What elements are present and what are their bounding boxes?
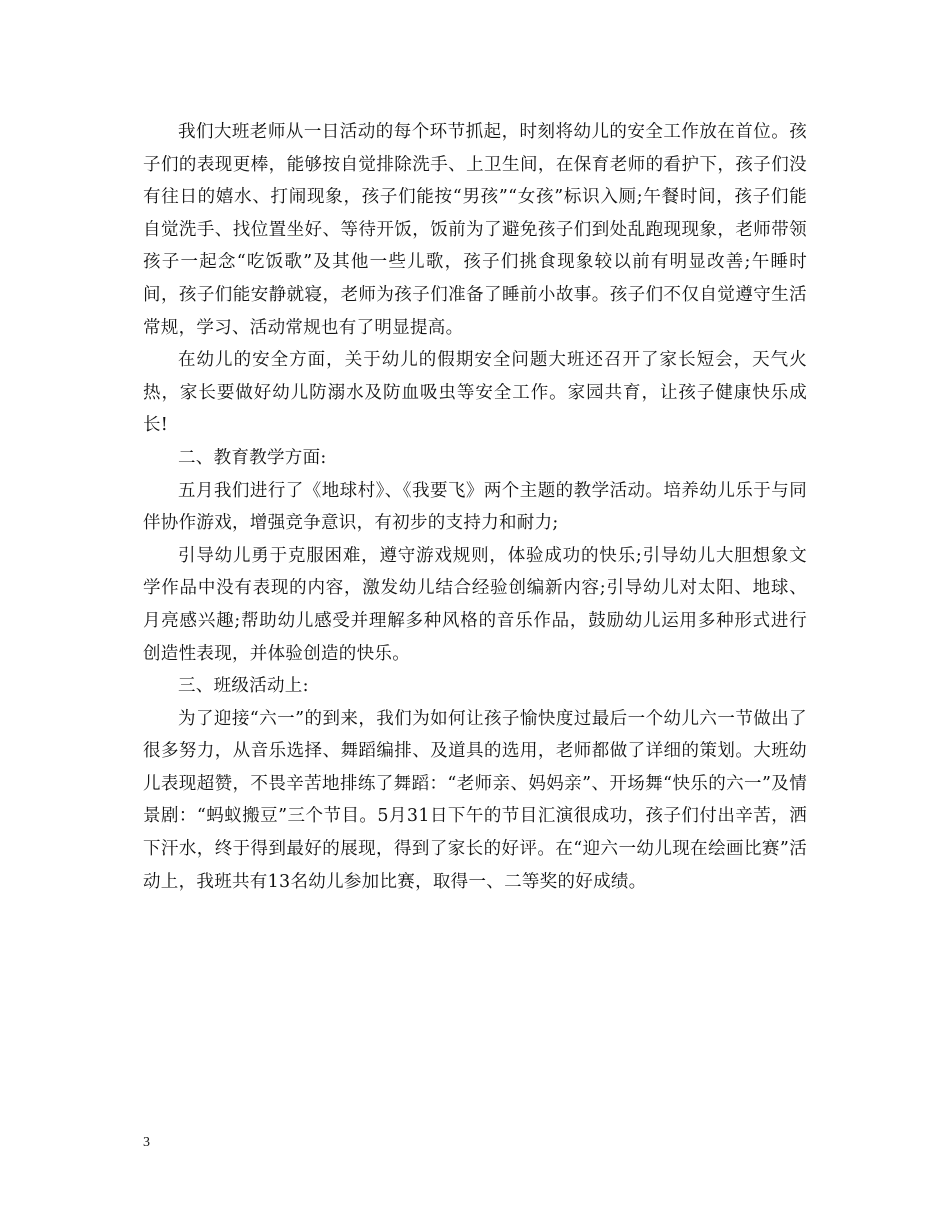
section-heading-class-activities: 三、班级活动上: [178, 676, 309, 697]
document-body [143, 116, 807, 898]
page-number: 3 [143, 1135, 150, 1150]
section-heading-teaching: 二、教育教学方面: [178, 447, 327, 468]
paragraph-themes: 五月我们进行了《地球村》、《我要飞》两个主题的教学活动。培养幼儿乐于与同伴协作游戏，增强竞争意识，有初步的支持力和耐力; [143, 480, 807, 534]
paragraph-guidance: 引导幼儿勇于克服困难，遵守游戏规则，体验成功的快乐;引导幼儿大胆想象文学作品中没有表现的内容，激发幼儿结合经验创编新内容;引导幼儿对太阳、地球、月亮感兴趣;帮助幼儿感受并理解多种风格的音乐作品，鼓励幼儿运用多种形式进行创造性表现，并体验创造的快乐。 [143, 545, 807, 664]
paragraph-safety-parents: 在幼儿的安全方面，关于幼儿的假期安全问题大班还召开了家长短会，天气火热，家长要做好幼儿防溺水及防血吸虫等安全工作。家园共育，让孩子健康快乐成长! [143, 350, 807, 436]
paragraph-childrens-day: 为了迎接“六一”的到来，我们为如何让孩子愉快度过最后一个幼儿六一节做出了很多努力，从音乐选择、舞蹈编排、及道具的选用，老师都做了详细的策划。大班幼儿表现超赞，不畏辛苦地排练了舞蹈：“老师亲、妈妈亲”、开场舞“快乐的六一”及情景剧：“蚂蚁搬豆”三个节目。5月31日下午的节目汇演很成功，孩子们付出辛苦，洒下汗水，终于得到最好的展现，得到了家长的好评。在“迎六一幼儿现在绘画比赛”活动上，我班共有13名幼儿参加比赛，取得一、二等奖的好成绩。 [143, 708, 807, 892]
paragraph-safety-routine: 我们大班老师从一日活动的每个环节抓起，时刻将幼儿的安全工作放在首位。孩子们的表现更棒，能够按自觉排除洗手、上卫生间，在保育老师的看护下，孩子们没有往日的嬉水、打闹现象，孩子们能按“男孩”“女孩”标识入厕;午餐时间，孩子们能自觉洗手、找位置坐好、等待开饭，饭前为了避免孩子们到处乱跑现现象，老师带领孩子一起念“吃饭歌”及其他一些儿歌，孩子们挑食现象较以前有明显改善;午睡时间，孩子们能安静就寝，老师为孩子们准备了睡前小故事。孩子们不仅自觉遵守生活常规，学习、活动常规也有了明显提高。 [143, 122, 807, 338]
